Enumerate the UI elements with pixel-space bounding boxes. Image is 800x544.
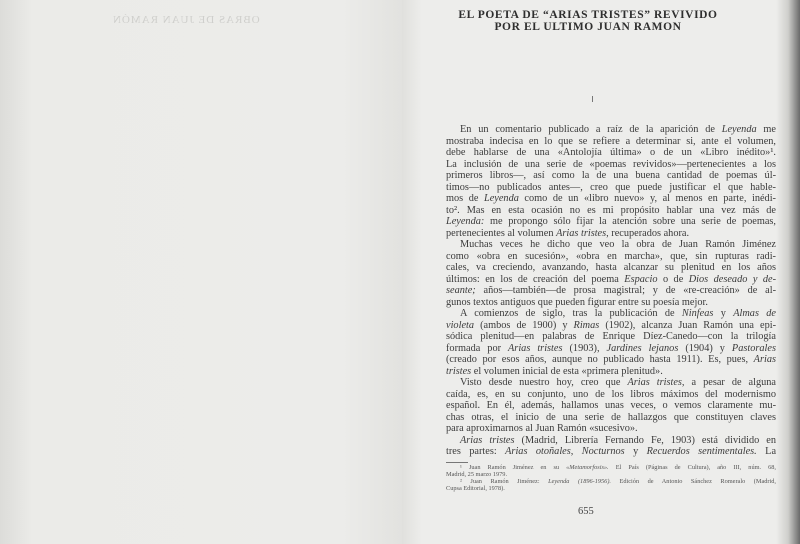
- body-line: [446, 182, 776, 194]
- italic-text: Arias tristes,: [627, 377, 685, 388]
- text-run: tres partes:: [446, 446, 506, 457]
- text-run: el volumen inicial de esta «primera plenitud».: [471, 365, 663, 377]
- italic-text: Arias otoñales, Nocturnos: [505, 446, 625, 457]
- body-line: [446, 262, 776, 274]
- body-line: [446, 193, 776, 205]
- body-line: [446, 366, 776, 378]
- footnote-line: [446, 485, 776, 492]
- body-line: [446, 377, 776, 389]
- body-line: [446, 205, 776, 217]
- text-run: (1904) y: [678, 342, 732, 354]
- italic-text: «Metamorfosis».: [566, 464, 609, 471]
- text-run: Visto desde nuestro hoy, creo que: [460, 377, 628, 388]
- italic-text: Leyenda (1896-1956).: [548, 478, 611, 485]
- body-line: [446, 331, 776, 343]
- text-run: y: [713, 308, 734, 319]
- body-line: [446, 320, 776, 332]
- text-run: me propongo sólo fijar la atención sobre una serie de poemas,: [484, 216, 776, 227]
- text-run: En un comentario publicado a raíz de la aparición de: [460, 124, 722, 135]
- text-run: años—también—de prosa magistral; y de «re-creación» de al-: [475, 285, 776, 296]
- text-run: como de un «libro nuevo» y, al menos en parte, inédi-: [518, 193, 776, 204]
- italic-text: Pastorales: [731, 342, 776, 354]
- italic-text: seante;: [446, 285, 476, 296]
- text-run: mos de: [446, 193, 484, 204]
- footnotes: [446, 464, 776, 492]
- body-line: [446, 170, 776, 182]
- body-line: [446, 435, 776, 447]
- text-run: recuperados ahora.: [608, 227, 690, 239]
- body-line: [446, 297, 776, 309]
- italic-text: Jardines lejanos: [606, 342, 679, 354]
- text-run: La: [756, 446, 777, 457]
- text-run: Madrid, 25 marzo 1979.: [446, 471, 508, 478]
- italic-text: Recuerdos sentimentales.: [646, 446, 757, 457]
- text-run: (ambos de 1900) y: [474, 319, 574, 331]
- body-line: [446, 251, 776, 263]
- text-run: me: [756, 124, 776, 135]
- italic-text: violeta: [446, 319, 475, 331]
- text-run: como «obra en sucesión», «obra en marcha», que, sin rupturas radi-: [446, 250, 776, 262]
- body-line: [446, 343, 776, 355]
- text-run: formada por: [446, 342, 509, 354]
- text-run: (creado por esos años, aunque no publicado hasta 1911). Es, pues,: [446, 354, 754, 365]
- italic-text: Espacio: [624, 273, 658, 285]
- body-line: [446, 228, 776, 240]
- bleed-through-header: OBRAS DE JUAN RAMÓN: [112, 14, 260, 26]
- text-run: Edición de Antonio Sánchez Romeralo (Madrid,: [611, 478, 776, 485]
- text-run: to². Mas en esta ocasión no es mi propósito hablar una vez más de: [446, 204, 776, 216]
- text-run: y: [624, 446, 647, 457]
- italic-text: tristes: [446, 365, 472, 377]
- text-run: timos—no publicados antes—, creo que puede justificar el que hable-: [446, 181, 776, 193]
- body-line: [446, 239, 776, 251]
- text-run: sódica plenitud—en palabras de Enrique Díez-Canedo—con la trilogía: [446, 331, 776, 342]
- page-number: 655: [578, 506, 594, 517]
- text-run: chas otras, el inicio de una serie de hallazgos que constituyen claves: [446, 411, 776, 423]
- text-run: últimos: en los de creación del poema: [446, 273, 625, 285]
- italic-text: Dios deseado y de-: [688, 273, 776, 285]
- body-line: [446, 412, 776, 424]
- text-run: La inclusión de una serie de «poemas revividos»—pertenecientes a los: [446, 158, 776, 170]
- body-line: [446, 308, 776, 320]
- italic-text: Leyenda: [483, 193, 519, 204]
- footnote-rule: [446, 462, 468, 463]
- text-run: español. En él, además, hallamos unas veces, o vemos claramente mu-: [446, 400, 776, 411]
- text-run: primeros libros—, así como la de una buena cantidad de poemas úl-: [446, 170, 776, 181]
- italic-text: Ninfeas: [681, 308, 714, 319]
- italic-text: Leyenda: [721, 124, 757, 135]
- body-line: [446, 354, 776, 366]
- text-run: caída, es, en su conjunto, uno de los libros máximos del modernismo: [446, 388, 776, 400]
- italic-text: Leyenda:: [446, 216, 485, 227]
- text-run: ² Juan Ramón Jiménez:: [460, 478, 549, 485]
- footnote-line: [446, 464, 776, 471]
- text-run: para aproximarnos al Juan Ramón «sucesivo».: [446, 423, 638, 434]
- italic-text: Arias tristes: [460, 434, 515, 446]
- body-line: [446, 285, 776, 297]
- text-run: ¹ Juan Ramón Jiménez en su: [460, 464, 567, 471]
- body-line: [446, 124, 776, 136]
- body-line: [446, 400, 776, 412]
- body-line: [446, 147, 776, 159]
- text-run: (1902), alcanza Juan Ramón una epi-: [599, 319, 777, 331]
- article-title-line-1: EL POETA DE “ARIAS TRISTES” REVIVIDO: [458, 9, 718, 21]
- body-line: [446, 274, 776, 286]
- text-run: cales, va creciendo, avanzando, hasta alcanzar su plenitud en los años: [446, 262, 776, 273]
- section-mark: [592, 96, 593, 102]
- text-run: debe hablarse de una «Antolojía última» o de un «Libro inédito»¹.: [446, 147, 776, 158]
- text-run: Muchas veces he dicho que veo la obra de Juan Ramón Jiménez: [460, 239, 776, 250]
- italic-text: Arias tristes,: [556, 227, 609, 239]
- italic-text: Almas de: [733, 308, 776, 319]
- italic-text: Arias tristes: [508, 342, 563, 354]
- text-run: mostraba indecisa en lo que se refiere a determinar si, ante el volumen,: [446, 135, 776, 147]
- text-run: (Madrid, Librería Fernando Fe, 1903) está dividido en: [514, 434, 777, 446]
- italic-text: Rimas: [573, 319, 600, 331]
- body-line: [446, 159, 776, 171]
- italic-text: Arias: [753, 354, 776, 365]
- article-title-line-2: POR EL ULTIMO JUAN RAMON: [494, 21, 682, 33]
- body-line: [446, 389, 776, 401]
- body-line: [446, 216, 776, 228]
- body-text: [446, 124, 776, 458]
- footnote-line: [446, 478, 776, 485]
- body-line: [446, 446, 776, 458]
- text-run: El País (Páginas de Cultura), año III, núm. 68,: [608, 464, 776, 471]
- body-line: [446, 136, 776, 148]
- right-page: [402, 0, 800, 544]
- text-run: o de: [657, 273, 689, 285]
- text-run: pertenecientes al volumen: [446, 227, 557, 239]
- text-run: Cupsa Editorial, 1978).: [446, 485, 505, 492]
- text-run: (1903),: [562, 342, 607, 354]
- body-line: [446, 423, 776, 435]
- text-run: A comienzos de siglo, tras la publicación de: [460, 308, 682, 319]
- text-run: a pesar de alguna: [684, 377, 777, 388]
- footnote-line: [446, 471, 776, 478]
- text-run: gunos textos antiguos que pueden figurar entre su poesía mejor.: [446, 296, 708, 308]
